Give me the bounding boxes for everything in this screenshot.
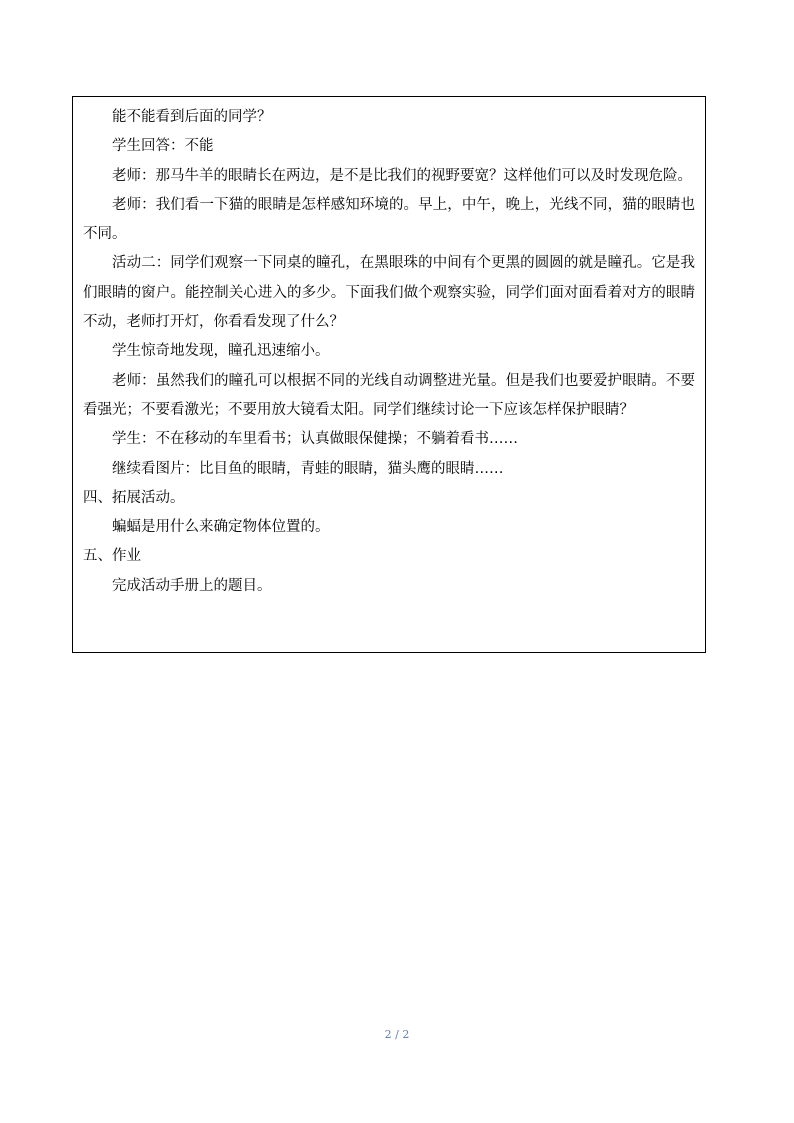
section-heading: 四、拓展活动。: [83, 489, 185, 506]
paragraph: 继续看图片：比目鱼的眼睛，青蛙的眼睛，猫头鹰的眼睛……: [112, 460, 504, 477]
paragraph: 能不能看到后面的同学？: [112, 109, 272, 125]
paragraph: 老师：虽然我们的瞳孔可以根据不同的光线自动调整进光量。但是我们也要爱护眼睛。不要看强光；不要看激光；不要用放大镜看太阳。同学们继续讨论一下应该怎样保护眼睛？: [83, 372, 695, 418]
paragraph: 学生：不在移动的车里看书；认真做眼保健操；不躺着看书……: [112, 431, 518, 448]
paragraph: 老师：我们看一下猫的眼睛是怎样感知环境的。早上，中午，晚上，光线不同，猫的眼睛也不同。: [83, 196, 695, 243]
section-heading: 五、作业: [83, 548, 141, 565]
paragraph: 蝙蝠是用什么来确定物体位置的。: [112, 519, 330, 536]
paragraph: 学生回答：不能: [112, 138, 214, 155]
lesson-content-table-cell: [72, 96, 706, 653]
paragraph: 学生惊奇地发现，瞳孔迅速缩小。: [112, 343, 330, 360]
paragraph: 完成活动手册上的题目。: [112, 577, 272, 594]
page-number: 2 / 2: [384, 1028, 410, 1041]
paragraph: 老师：那马牛羊的眼睛长在两边，是不是比我们的视野要宽？这样他们可以及时发现危险。: [112, 167, 692, 184]
paragraph: 活动二：同学们观察一下同桌的瞳孔，在黑眼珠的中间有个更黑的圆圆的就是瞳孔。它是我们眼睛的窗户。能控制关心进入的多少。下面我们做个观察实验，同学们面对面看着对方的眼睛不动，老师打开灯，你看看发现了什么？: [83, 255, 695, 331]
